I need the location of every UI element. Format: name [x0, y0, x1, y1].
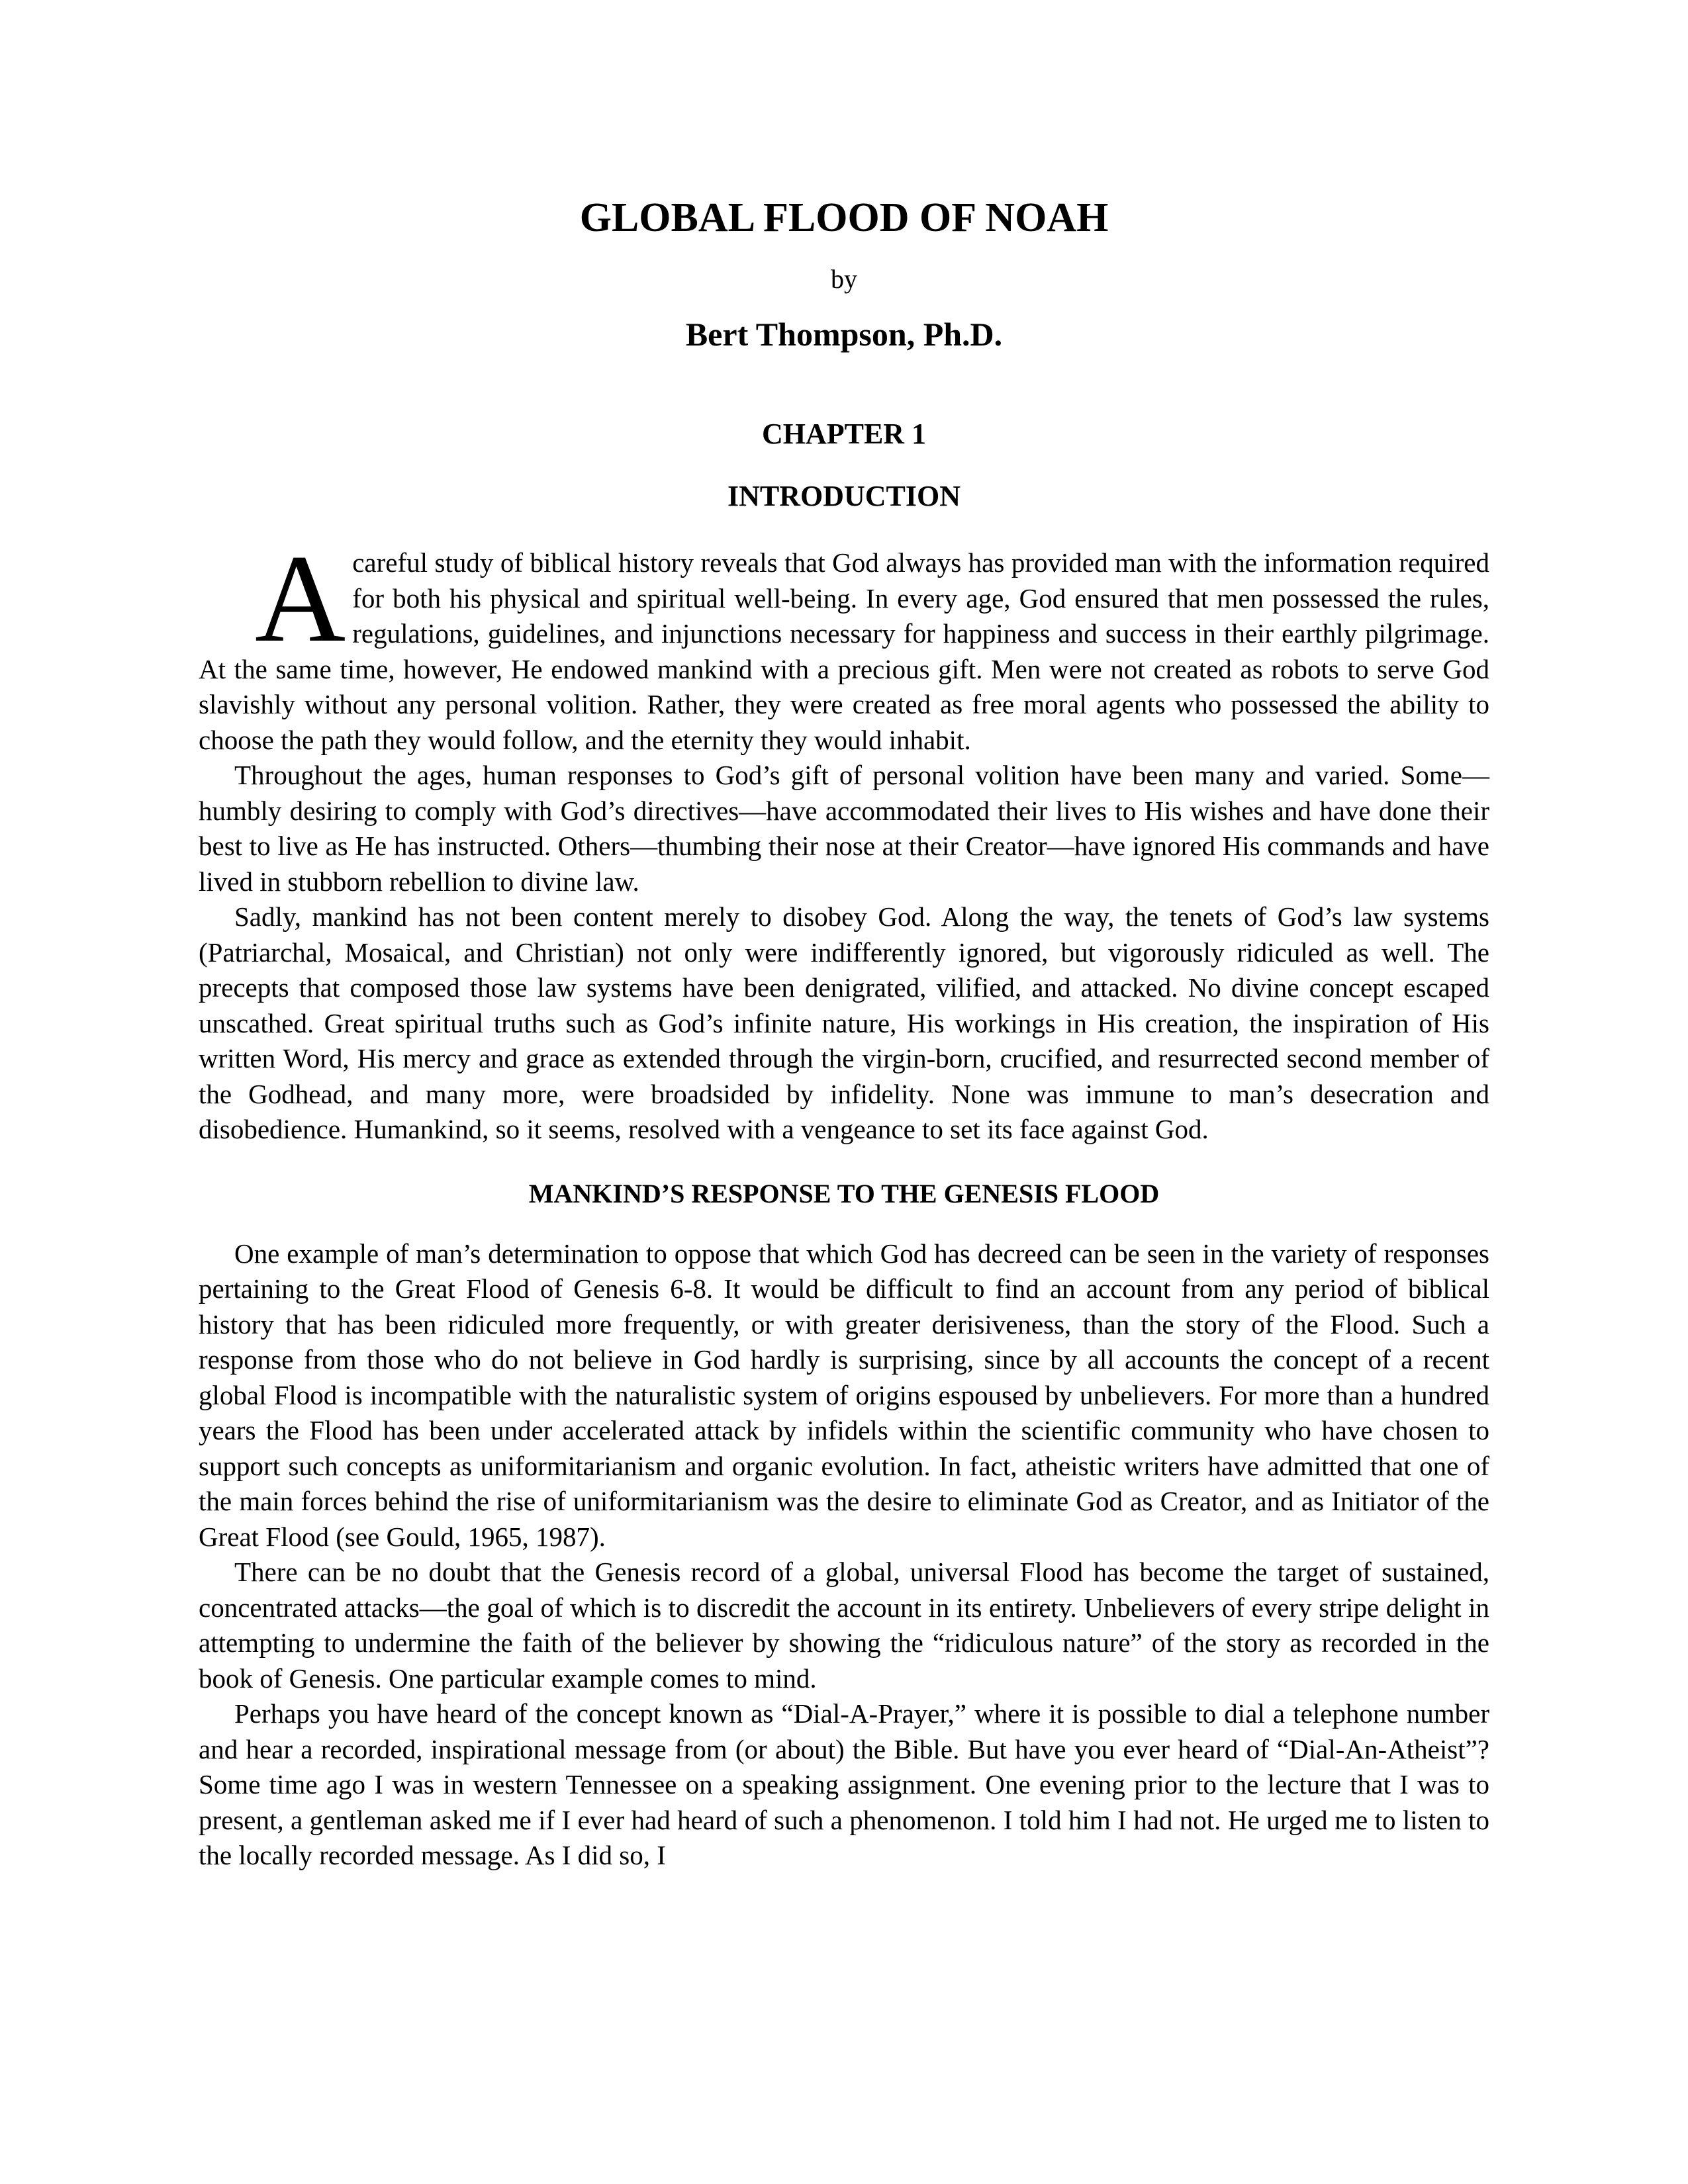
- document-title: GLOBAL FLOOD OF NOAH: [579, 195, 1109, 240]
- document-page: [199, 185, 1489, 1874]
- intro-paragraph-3: Sadly, mankind has not been content merely to disobey God. Along the way, the tenets of God’s law systems (Patriarchal, Mosaical, and Christian) not only were indifferently ignored, but vigorously ridiculed as well. The precepts that composed those law systems have been denigrated, vilified, and attacked. No divine concept escaped unscathed. Great spiritual truths such as God’s infinite nature, His workings in His creation, the inspiration of His written Word, His mercy and grace as extended through the virgin-born, crucified, and resurrected second member of the Godhead, and many more, were broadsided by infidelity. None was immune to man’s desecration and disobedience. Humankind, so it seems, resolved with a vengeance to set its face against God.: [199, 901, 1489, 1144]
- drop-cap-letter: A: [255, 529, 346, 668]
- section-heading: MANKIND’S RESPONSE TO THE GENESIS FLOOD: [528, 1178, 1160, 1208]
- intro-paragraph-1: [199, 529, 1489, 758]
- chapter-number: CHAPTER 1: [761, 418, 927, 450]
- section-paragraph-1: One example of man’s determination to oppose that which God has decreed can be seen in the variety of responses pertaining to the Great Flood of Genesis 6-8. It would be difficult to find an account from any period of biblical history that has been ridiculed more frequently, or with greater derisiveness, than the story of the Flood. Such a response from those who do not believe in God hardly is surprising, since by all accounts the concept of a recent global Flood is incompatible with the naturalistic system of origins espoused by unbelievers. For more than a hundred years the Flood has been under accelerated attack by infidels within the scientific community who have chosen to support such concepts as uniformitarianism and organic evolution. In fact, atheistic writers have admitted that one of the main forces behind the rise of uniformitarianism was the desire to eliminate God as Creator, and as Initiator of the Great Flood (see Gould, 1965, 1987).: [199, 1238, 1489, 1552]
- byline: by: [831, 264, 857, 294]
- intro-paragraph-2: Throughout the ages, human responses to God’s gift of personal volition have been many and varied. Some—humbly desiring to comply with God’s directives—have accommodated their lives to His wishes and have done their best to live as He has instructed. Others—thumbing their nose at their Creator—have ignored His commands and have lived in stubborn rebellion to divine law.: [199, 760, 1489, 897]
- section-paragraph-3: Perhaps you have heard of the concept known as “Dial-A-Prayer,” where it is possible to dial a telephone number and hear a recorded, inspirational message from (or about) the Bible. But have you ever heard of “Dial-An-Atheist”? Some time ago I was in western Tennessee on a speaking assignment. One evening prior to the lecture that I was to present, a gentleman asked me if I ever had heard of such a phenomenon. I told him I had not. He urged me to listen to the locally recorded message. As I did so, I: [199, 1698, 1489, 1870]
- chapter-title: INTRODUCTION: [727, 480, 961, 512]
- body-text: [199, 529, 1489, 1874]
- section-paragraph-2: There can be no doubt that the Genesis record of a global, universal Flood has become the target of sustained, concentrated attacks—the goal of which is to discredit the account in its entirety. Unbelievers of every stripe delight in attempting to undermine the faith of the believer by showing the “ridiculous nature” of the story as recorded in the book of Genesis. One particular example comes to mind.: [199, 1557, 1489, 1694]
- intro-paragraph-1-text: careful study of biblical history reveals that God always has provided man with the information required for both his physical and spiritual well-being. In every age, God ensured that men possessed the rules, regulations, guidelines, and injunctions necessary for happiness and success in their earthly pilgrimage. At the same time, however, He endowed mankind with a precious gift. Men were not created as robots to serve God slavishly without any personal volition. Rather, they were created as free moral agents who possessed the ability to choose the path they would follow, and the eternity they would inhabit.: [199, 547, 1489, 755]
- author-name: Bert Thompson, Ph.D.: [685, 316, 1003, 353]
